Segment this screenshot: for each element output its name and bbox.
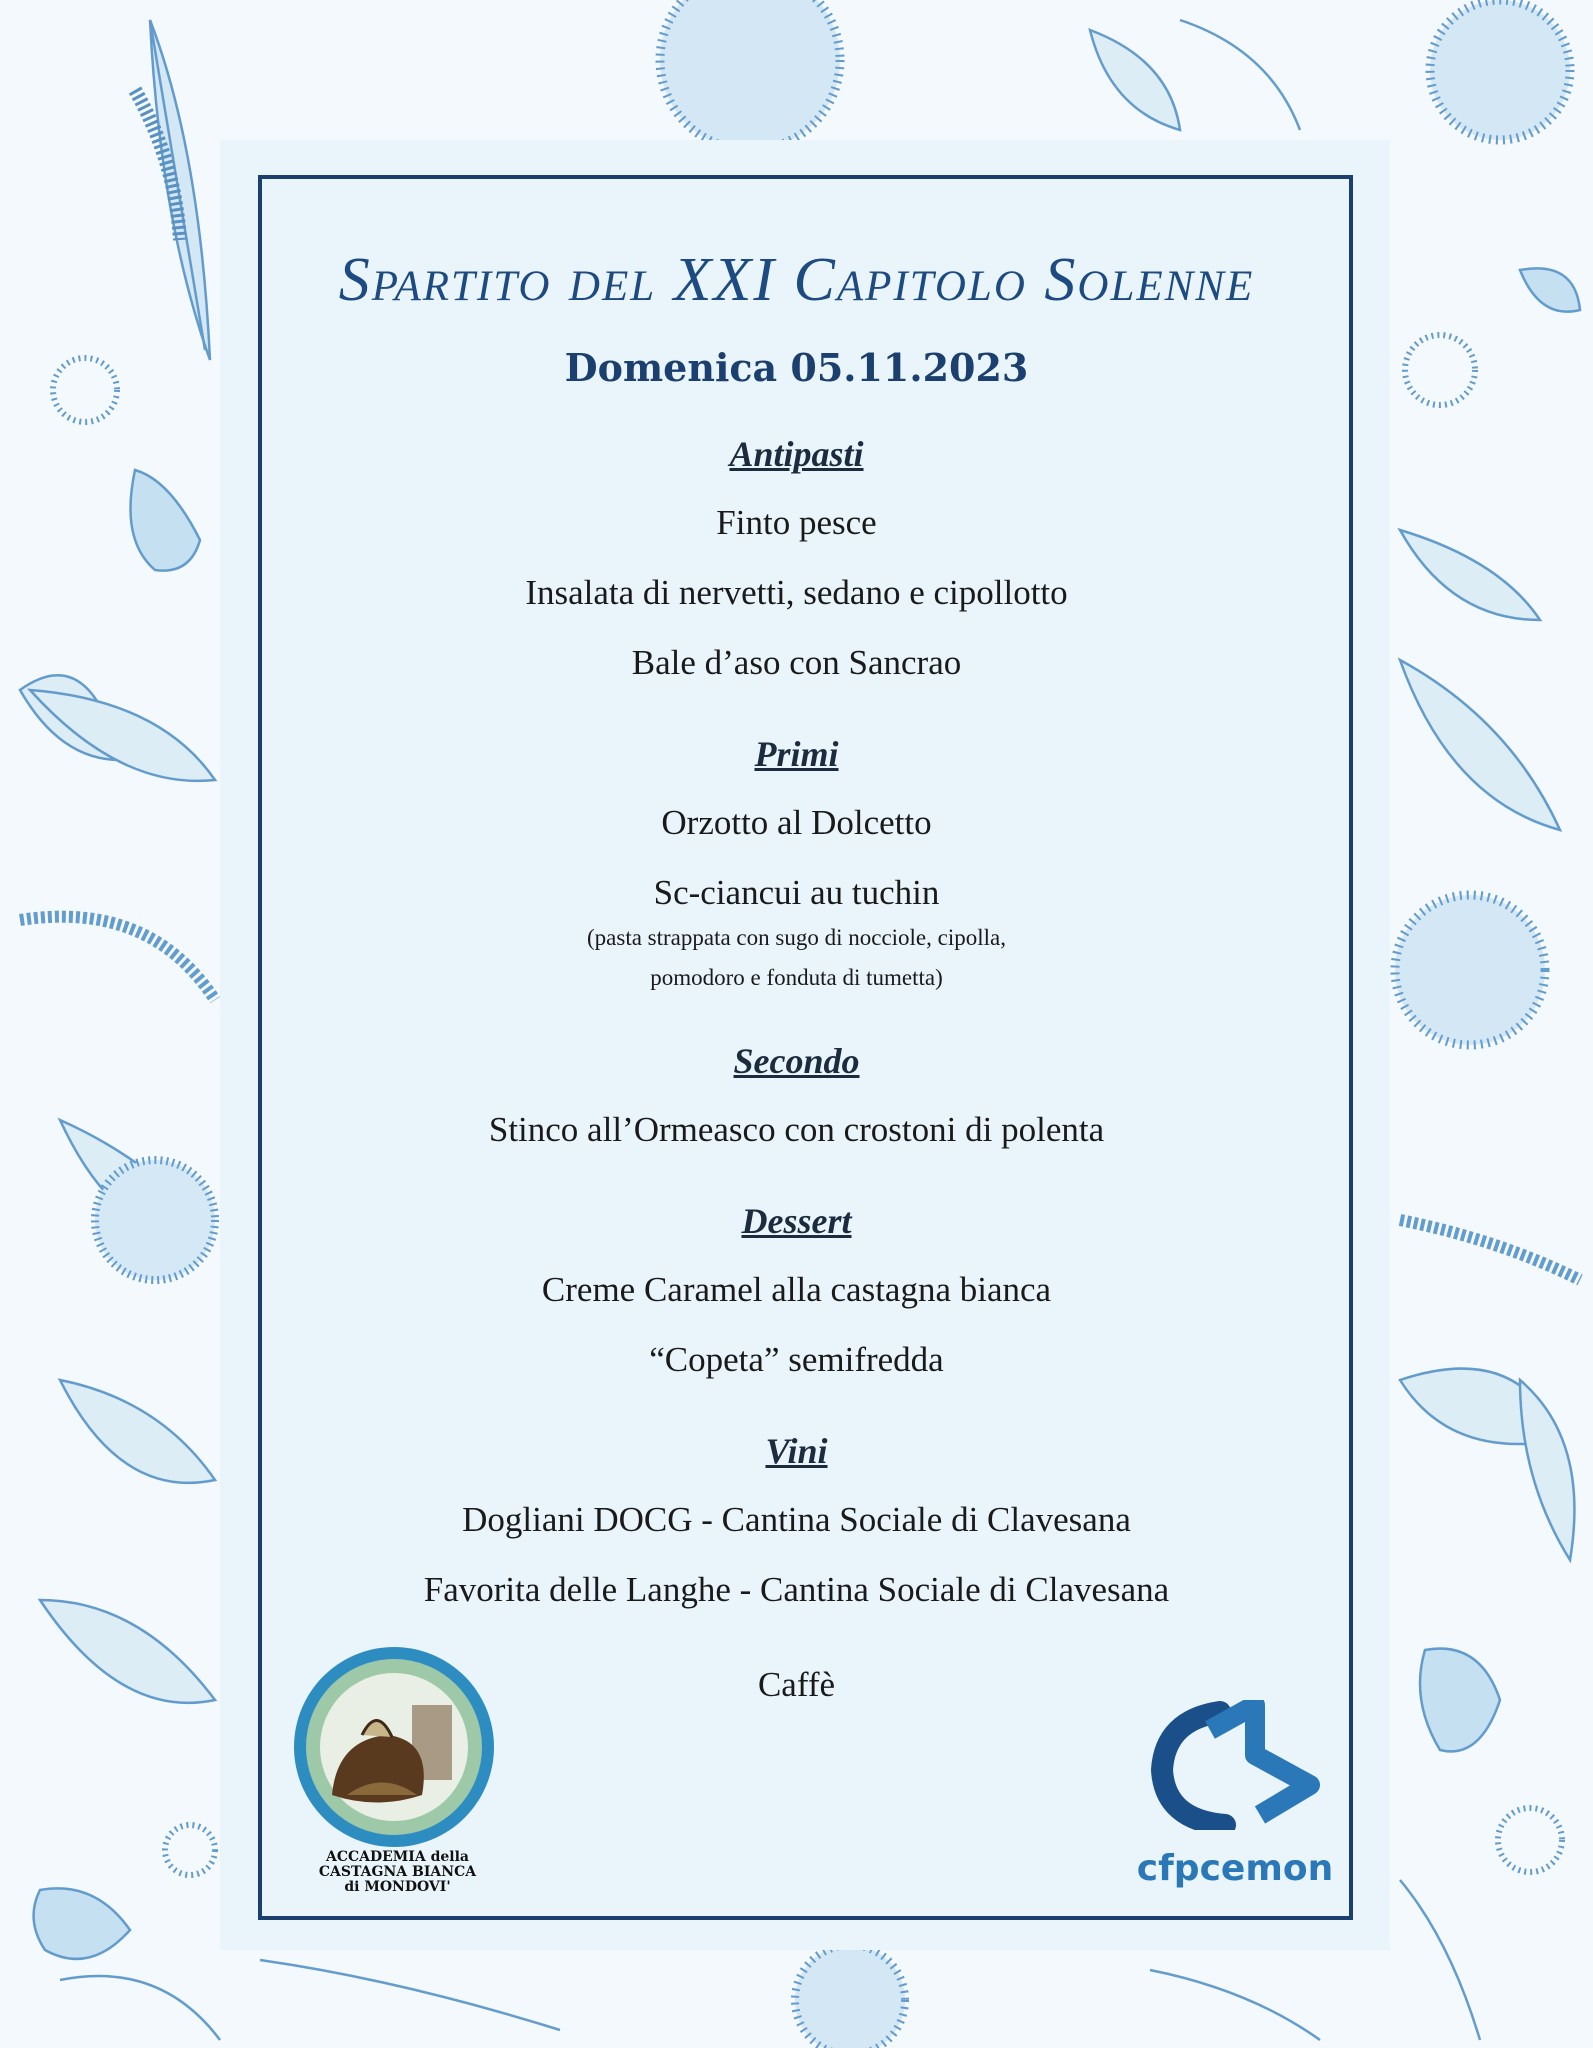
menu-item: Bale d’aso con Sancrao bbox=[631, 643, 962, 682]
academy-line: ACCADEMIA della bbox=[325, 1849, 469, 1865]
academy-line: di MONDOVI' bbox=[344, 1879, 451, 1895]
menu-item: Creme Caramel alla castagna bianca bbox=[541, 1270, 1052, 1309]
menu-item: Insalata di nervetti, sedano e cipollotto bbox=[525, 573, 1068, 612]
menu-title: Spartito del XXI Capitolo Solenne bbox=[338, 246, 1255, 314]
menu-item: Stinco all’Ormeasco con crostoni di polenta bbox=[488, 1110, 1105, 1149]
menu-item: Sc-ciancui au tuchin bbox=[653, 873, 940, 912]
section-heading-dessert: Dessert bbox=[741, 1201, 852, 1241]
menu-item-note: pomodoro e fonduta di tumetta) bbox=[650, 965, 943, 990]
menu-item: Dogliani DOCG - Cantina Sociale di Clavesana bbox=[462, 1500, 1131, 1539]
menu-item: Finto pesce bbox=[716, 503, 877, 542]
section-heading-secondo: Secondo bbox=[733, 1041, 860, 1081]
menu-closing-item: Caffè bbox=[757, 1665, 836, 1704]
section-heading-antipasti: Antipasti bbox=[729, 434, 864, 474]
cfpcemon-logo bbox=[1150, 1700, 1320, 1830]
academy-line: CASTAGNA BIANCA bbox=[318, 1864, 477, 1880]
menu-item: Favorita delle Langhe - Cantina Sociale di Clavesana bbox=[423, 1570, 1170, 1609]
cfpcemon-logo-text: cfpcemon bbox=[1136, 1848, 1334, 1889]
academy-logo-caption bbox=[285, 1850, 510, 1895]
menu-item: “Copeta” semifredda bbox=[649, 1340, 944, 1379]
section-heading-vini: Vini bbox=[765, 1431, 828, 1471]
menu-date: Domenica 05.11.2023 bbox=[564, 345, 1029, 390]
section-heading-primi: Primi bbox=[754, 734, 839, 774]
menu-item: Orzotto al Dolcetto bbox=[661, 803, 932, 842]
menu-item-note: (pasta strappata con sugo di nocciole, cipolla, bbox=[587, 925, 1006, 950]
academy-seal-logo bbox=[292, 1645, 497, 1850]
